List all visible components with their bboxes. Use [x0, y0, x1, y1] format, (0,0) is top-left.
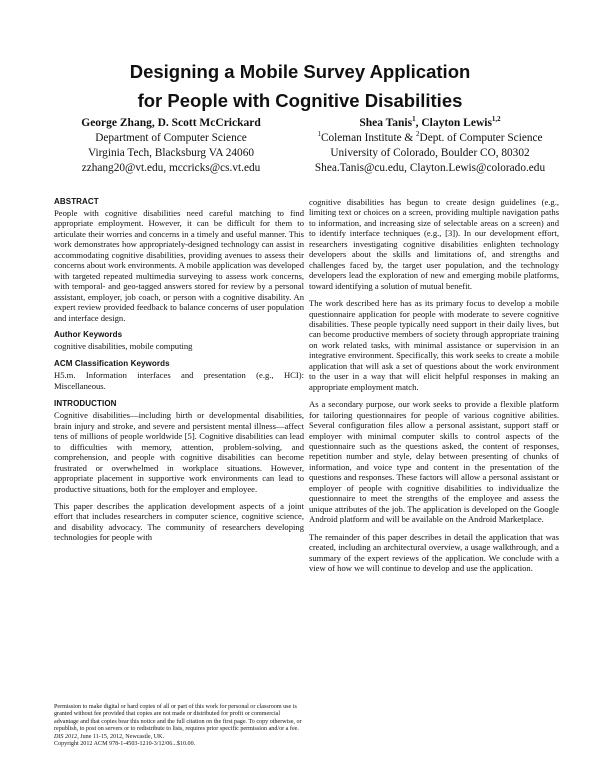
author-sup-lewis: 1,2 [491, 115, 501, 124]
right-paragraph-1: cognitive disabilities has begun to create design guidelines (e.g., limiting text or choices on a screen, providing multiple navigation paths to information, and increasing size of selectable areas on a screen) and to identify interface techniques (e.g., [3]). In our development effort, researchers investigating cognitive disabilities enlighten technology developers about the skills and limitations of, and strengths and challenges faced by, the target user population, and the technology developers lead the exploration of new and emerging mobile platforms, toward identifying a solution of mutual benefit. [309, 197, 559, 291]
right-paragraph-2: The work described here has as its primary focus to develop a mobile questionnaire application for people with moderate to severe cognitive disabilities. These people typically need support in their daily lives, but can become productive members of society through appropriate training on work related tasks, with minimal assistance or supervision in an integrative environment. Specifically, this work seeks to create a mobile application that will ask a set of questions about the work environment to the user in a way that will elicit helpful responses in making an appropriate employment match. [309, 298, 559, 392]
right-paragraph-3: As a secondary purpose, our work seeks to provide a flexible platform for tailoring questionnaires for people of various cognitive abilities. Several configuration files allow a personal assistant, support staff or employer with minimal computer skills to control aspects of the questionnaire such as the questions asked, the content of responses, repetition number and style, delay between presenting of chunks of information, and voice type and content in the presentation of the questions and responses. These factors will allow a personal assistant or employer of people with cognitive disabilities to individualize the questionnaire to meet the strengths of the employee and assess the unique attributes of the job. The application is developed on the Google Android platform and will be available on the Android Marketplace. [309, 399, 559, 525]
title-line-1: Designing a Mobile Survey Application [129, 61, 471, 82]
author-affiliation-left: Department of Computer Science [95, 132, 247, 144]
author-block-right [298, 116, 562, 176]
author-emails-right: Shea.Tanis@cu.edu, Clayton.Lewis@colorado.edu [314, 162, 546, 174]
author-affiliation-right [298, 131, 562, 146]
venue-details: , June 11-15, 2012, Newcastle, UK. [77, 733, 164, 740]
venue-line [54, 734, 304, 741]
introduction-paragraph-2: This paper describes the application development aspects of a joint effort that includes researchers in computer science, cognitive science, and disability advocacy. The community of researchers developing technologies for people with [54, 500, 304, 543]
author-names-left: George Zhang, D. Scott McCrickard [81, 117, 261, 129]
acm-keywords-text: H5.m. Information interfaces and presentation (e.g., HCI): Miscellaneous. [54, 370, 304, 391]
paper-title [0, 57, 600, 115]
abstract-text: People with cognitive disabilities need careful matching to find appropriate employment. However, it can be difficult for them to articulate their worries and concerns in a timely and useful manner. This work demonstrates how appropriately-designed technology can assist in accommodating cognitive disabilities, providing avenues to assess their concerns about work environments. A mobile application was developed with targeted repeated multimedia surveying to assess work concerns, with temporal- and geo-tagged answers stored for review by a personal assistant, employer, job coach, or person with a cognitive disability. An expert review provided feedback to balance concerns of user population and interface design. [54, 208, 304, 323]
right-column [309, 197, 559, 580]
author-name-lewis: , Clayton Lewis [415, 117, 492, 129]
author-keywords-heading: Author Keywords [54, 329, 123, 339]
copyright-notice [54, 704, 304, 748]
venue-name: DIS 2012 [54, 733, 78, 740]
author-block-left [42, 116, 300, 176]
introduction-paragraph-1: Cognitive disabilities—including birth or developmental disabilities, brain injury and stroke, and severe and persistent mental illness—affect tens of millions of people worldwide [5]. Cognitive disabilities can lead to difficulties with memory, attention, problem-solving, and comprehension, and people with cognitive disabilities can become frustrated or overwhelmed in workplace situations. However, appropriate placement in supportive work environments can lead to productive situations, both for the employer and employee. [54, 410, 304, 494]
author-location-right: University of Colorado, Boulder CO, 80302 [330, 147, 530, 159]
author-emails-left: zzhang20@vt.edu, mccricks@cs.vt.edu [81, 162, 261, 174]
affiliation-text-1: Coleman Institute & [320, 132, 417, 144]
copyright-line: Copyright 2012 ACM 978-1-4503-1210-3/12/06...$10.00. [54, 741, 196, 748]
author-names-right [298, 116, 562, 131]
abstract-heading: ABSTRACT [54, 197, 99, 206]
affiliation-text-2: Dept. of Computer Science [419, 132, 543, 144]
affiliation-sup-2: 2 [416, 130, 420, 139]
author-name-tanis: Shea Tanis [359, 117, 413, 129]
title-line-2: for People with Cognitive Disabilities [137, 90, 463, 111]
author-sup-tanis: 1 [412, 115, 416, 124]
introduction-heading: INTRODUCTION [54, 399, 117, 409]
left-column [54, 197, 304, 550]
author-location-left: Virginia Tech, Blacksburg VA 24060 [88, 147, 254, 159]
author-keywords-text: cognitive disabilities, mobile computing [54, 340, 193, 351]
right-paragraph-4: The remainder of this paper describes in detail the application that was created, including an architectural overview, a usage walkthrough, and a summary of the expert reviews of the application. We conclude with a view of how we will continue to develop and use the application. [309, 531, 559, 573]
acm-keywords-heading: ACM Classification Keywords [54, 359, 170, 369]
permission-text: Permission to make digital or hard copies of all or part of this work for personal or classroom use is granted without fee provided that copies are not made or distributed for profit or commercial advantage and that copies bear this notice and the full citation on the first page. To copy otherwise, or republish, to post on servers or to redistribute to lists, requires prior specific permission and/or a fee. [54, 704, 302, 733]
affiliation-sup-1: 1 [317, 130, 321, 139]
